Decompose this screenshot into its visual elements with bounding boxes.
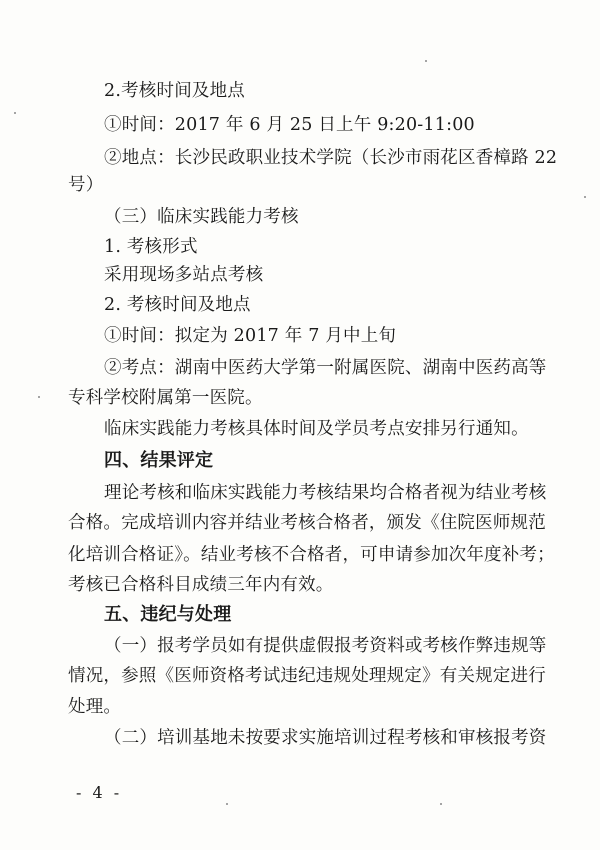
text-line: 1. 考核形式 <box>104 237 198 257</box>
text-line: 考核已合格科目成绩三年内有效。 <box>68 575 334 595</box>
text-line: 专科学校附属第一医院。 <box>68 388 263 408</box>
text-line: 处理。 <box>68 697 122 717</box>
text-line: （一）报考学员如有提供虚假报考资料或考核作弊违规等 <box>104 636 547 656</box>
section-subheading: （三）临床实践能力考核 <box>104 207 299 227</box>
text-line: 情况，参照《医师资格考试违纪违规处理规定》有关规定进行 <box>68 666 546 686</box>
section-heading: 四、结果评定 <box>104 450 214 471</box>
text-line: ②地点：长沙民政职业技术学院（长沙市雨花区香樟路 22 <box>104 148 558 168</box>
scan-speck <box>38 396 40 398</box>
text-line: 号） <box>68 175 104 195</box>
section-heading: 五、违纪与处理 <box>104 604 232 625</box>
text-line: 采用现场多站点考核 <box>104 265 264 285</box>
scan-speck <box>425 60 427 62</box>
text-line: ①时间：拟定为 2017 年 7 月中上旬 <box>104 326 397 346</box>
text-line: ①时间：2017 年 6 月 25 日上午 9:20-11:00 <box>104 115 475 135</box>
text-line: ②考点：湖南中医药大学第一附属医院、湖南中医药高等 <box>104 358 547 378</box>
text-line: 化培训合格证》。结业考核不合格者，可申请参加次年度补考； <box>68 545 555 565</box>
text-line: 临床实践能力考核具体时间及学员考点安排另行通知。 <box>104 419 529 439</box>
scan-speck <box>584 196 586 198</box>
scan-speck <box>440 803 442 805</box>
text-line: 2. 考核时间及地点 <box>104 295 251 315</box>
text-line: 2.考核时间及地点 <box>104 81 245 101</box>
text-line: 合格。完成培训内容并结业考核合格者，颁发《住院医师规范 <box>68 513 546 533</box>
text-line: （二）培训基地未按要求实施培训过程考核和审核报考资 <box>104 728 547 748</box>
text-line: 理论考核和临床实践能力考核结果均合格者视为结业考核 <box>104 483 547 503</box>
page-number: - 4 - <box>76 783 123 802</box>
scan-speck <box>14 112 16 114</box>
scan-speck <box>226 803 228 805</box>
